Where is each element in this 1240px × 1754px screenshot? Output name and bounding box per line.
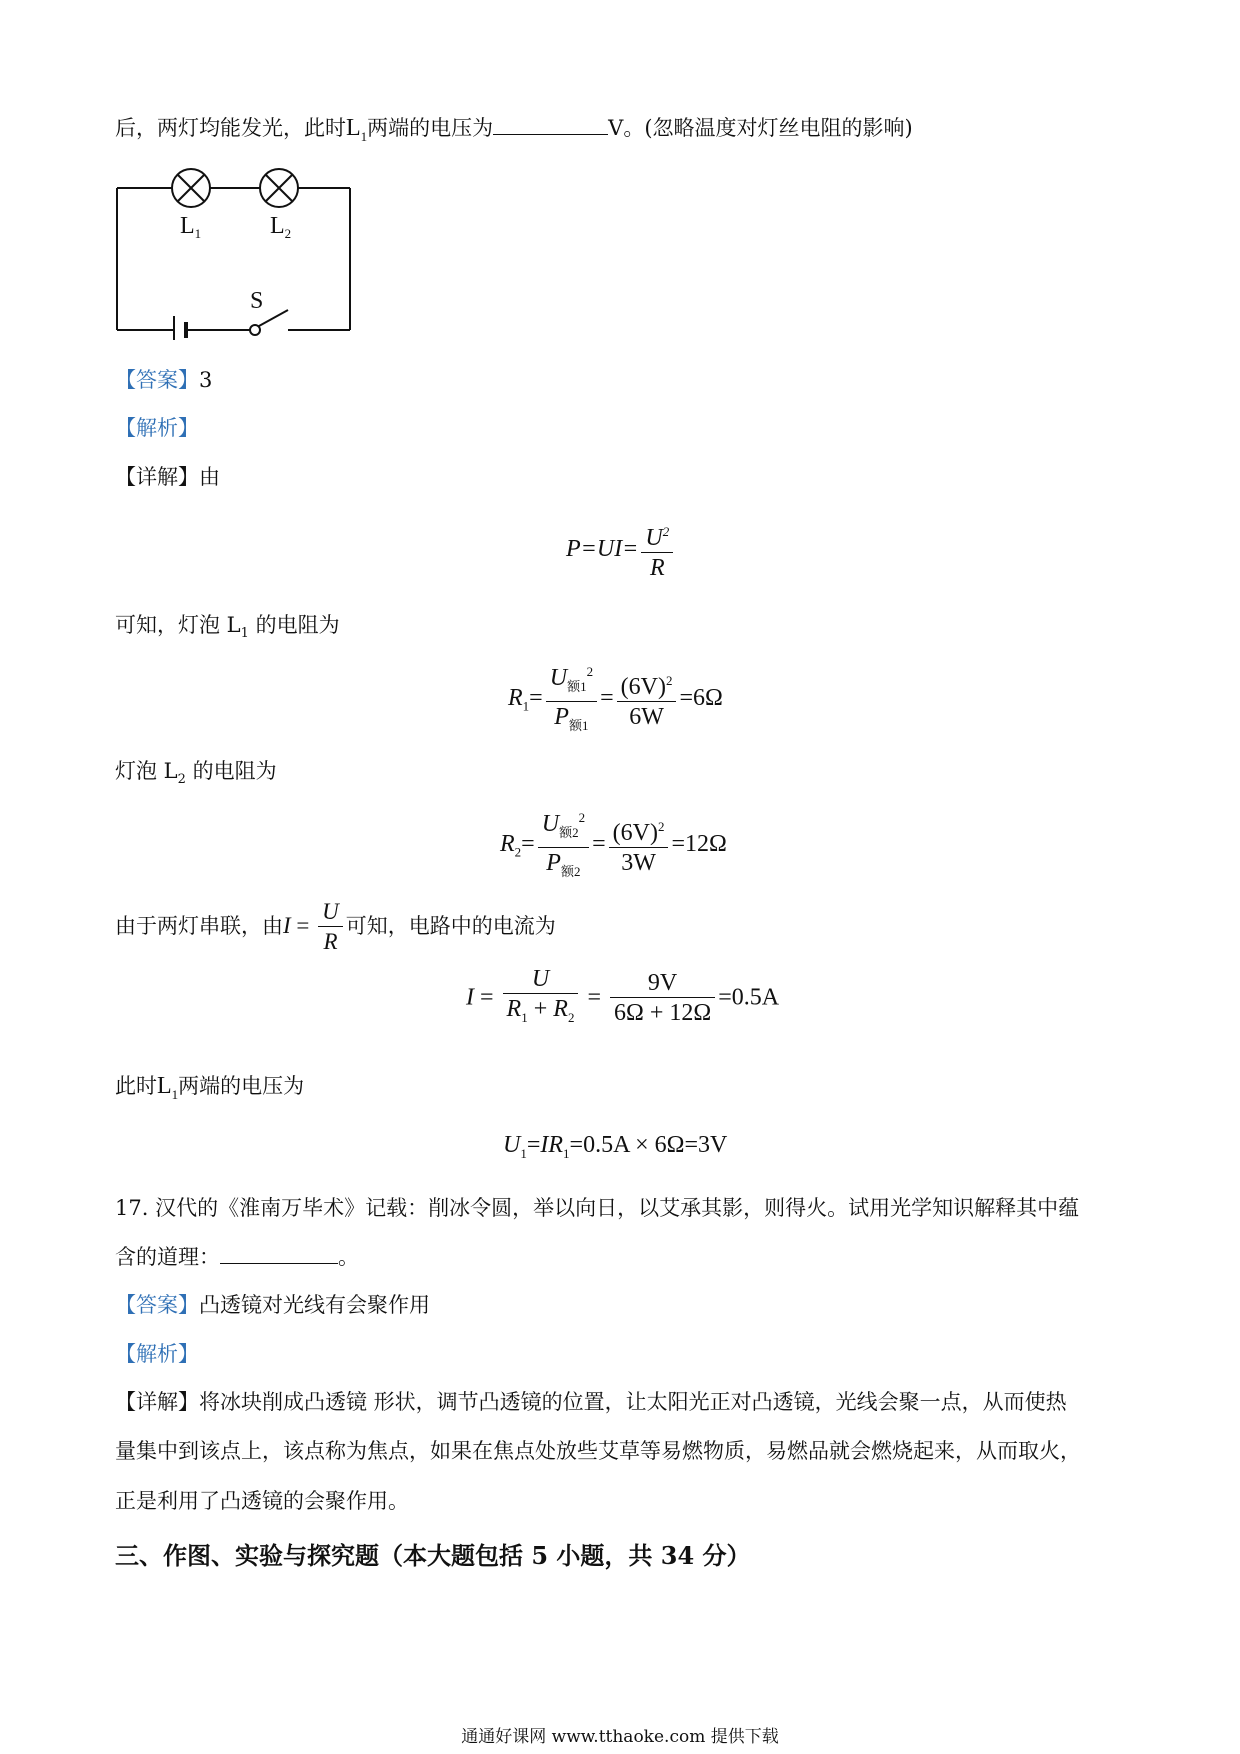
fraction-r2-rated: $\frac{U_{额2}^2}{P_{额2}}$ — [538, 804, 589, 887]
text3-a: 由于两灯串联，由 — [115, 914, 283, 938]
text2-end: 的电阻为 — [185, 759, 277, 783]
q17-stem-end: 。 — [338, 1245, 359, 1269]
r2-num: (6V) — [612, 819, 658, 846]
r2-den: 3W — [621, 849, 656, 876]
circuit-diagram — [110, 160, 370, 340]
answer-tag: 【答案】 — [115, 1293, 199, 1317]
rated2-sub-den: 额2 — [560, 863, 581, 879]
q17-analysis — [115, 1339, 199, 1369]
rated1-sub-num: 额1 — [567, 678, 587, 694]
q16-text3 — [115, 896, 556, 956]
text4-end: 两端的电压为 — [178, 1074, 305, 1098]
detail-tag: 【详解】 — [115, 465, 199, 489]
rated1-sub-den: 额1 — [568, 717, 589, 733]
fraction-u-sum-r: $\frac{U}{R_1 + R_2}$ — [503, 965, 579, 1033]
q16-answer — [115, 365, 212, 395]
answer-blank[interactable] — [493, 112, 608, 135]
q16-stem-L — [346, 115, 368, 144]
text1-end: 的电阻为 — [248, 613, 340, 637]
q17-stem-line2 — [115, 1241, 359, 1272]
stem-L-letter: L — [346, 115, 361, 141]
q17-stem-line1: 17. 汉代的《淮南万毕术》记载：削冰令圆，举以向日，以艾承其影，则得火。试用光学知识解释其中蕴 — [115, 1196, 1080, 1220]
detail-intro: 由 — [199, 465, 220, 489]
q16-stem — [115, 112, 913, 152]
q16-text4: 此时$L_1$两端的电压为 — [115, 1073, 305, 1102]
detail-tag: 【详解】 — [115, 1390, 199, 1414]
text1-sub: 1 — [240, 626, 249, 642]
r2-value: =12Ω — [671, 830, 727, 857]
fraction-r2-values: $\frac{(6V)^2}{3W}$ — [609, 813, 669, 878]
formula-power — [566, 518, 676, 583]
fraction-u2-r: $\frac{U^2}{R}$ — [641, 518, 673, 583]
fraction-current-values — [610, 969, 715, 1028]
label-l1: $L_1$ — [180, 213, 202, 241]
q16-stem-before: 后，两灯均能发光，此时 — [115, 116, 346, 140]
q17-detail-line2: 量集中到该点上，该点称为焦点，如果在焦点处放些艾草等易燃物质，易燃品就会燃烧起来，从而取火， — [115, 1439, 1081, 1463]
i-value: =0.5A — [718, 984, 780, 1011]
text3-b: 可知，电路中的电流为 — [345, 914, 556, 938]
text4: 此时 — [115, 1074, 157, 1098]
u1-expr: =0.5A × 6Ω=3V — [569, 1132, 728, 1158]
q17-stem-line2-text: 含的道理： — [115, 1245, 220, 1269]
answer-blank[interactable] — [220, 1241, 338, 1264]
analysis-tag: 【解析】 — [115, 1342, 199, 1366]
label-s: S — [250, 288, 264, 314]
formula-current: I = $\frac{U}{R_1 + R_2}$ = $\frac{9V}{6\Omega + 12\Omega}$ =0.5A — [466, 965, 779, 1033]
i-den: 6Ω + 12Ω — [613, 1000, 712, 1027]
q17-detail-line3: 正是利用了凸透镜的会聚作用。 — [115, 1489, 409, 1513]
analysis-tag: 【解析】 — [115, 416, 199, 440]
q16-stem-middle: 两端的电压为 — [367, 116, 494, 140]
r1-den: 6W — [629, 703, 664, 730]
answer-value: 凸透镜对光线有会聚作用 — [199, 1293, 430, 1317]
lamp-l1-icon — [172, 169, 210, 207]
q16-text2 — [115, 756, 277, 795]
section-heading: 三、作图、实验与探究题（本大题包括 5 小题，共 34 分） — [115, 1541, 751, 1570]
fraction-r1-rated: $\frac{U_{额1}^2}{P_{额1}}$ — [546, 658, 597, 741]
lamp-l2-icon — [260, 169, 298, 207]
label-l2: $L_2$ — [270, 213, 292, 241]
q16-text1 — [115, 610, 340, 649]
q16-stem-after: V。(忽略温度对灯丝电阻的影响) — [608, 116, 913, 140]
rated2-sub-num: 额2 — [559, 824, 579, 840]
fraction-r1-values: $\frac{(6V)^2}{6W}$ — [617, 667, 677, 732]
formula-r2: $R_2=$ $\frac{U_{额2}^2}{P_{额2}}$ = $\frac{(6V)^2}{3W}$ =12Ω — [500, 804, 727, 887]
formula-voltage: $U_1=IR_1=0.5A \times 6\Omega=3V$ — [503, 1132, 728, 1161]
q16-analysis — [115, 413, 199, 443]
detail-line1: 将冰块削成凸透镜 形状，调节凸透镜的位置，让太阳光正对凸透镜，光线会聚一点，从而使热 — [199, 1390, 1067, 1414]
q16-detail — [115, 462, 220, 492]
battery-icon — [174, 316, 186, 340]
formula-power-lhs: P=UI= — [566, 536, 639, 563]
text2: 灯泡 L — [115, 759, 178, 783]
text1: 可知，灯泡 L — [115, 613, 241, 637]
inline-ohms-law: I = $\frac{U}{R}$ — [283, 913, 346, 938]
text2-sub: 2 — [177, 772, 186, 788]
q17-detail-line1 — [115, 1387, 1067, 1417]
i-num: 9V — [610, 969, 715, 998]
q17-answer — [115, 1290, 430, 1320]
answer-tag: 【答案】 — [115, 368, 199, 392]
answer-value: 3 — [199, 368, 213, 392]
formula-r1: $R_1=$ $\frac{U_{额1}^2}{P_{额1}}$ = $\frac{(6V)^2}{6W}$ =6Ω — [508, 658, 723, 741]
r1-num: (6V) — [620, 673, 666, 700]
stem-L-sub: 1 — [360, 128, 368, 144]
r1-value: =6Ω — [679, 684, 723, 711]
page-footer: 通通好课网 www.tthaoke.com 提供下载 — [461, 1727, 779, 1747]
